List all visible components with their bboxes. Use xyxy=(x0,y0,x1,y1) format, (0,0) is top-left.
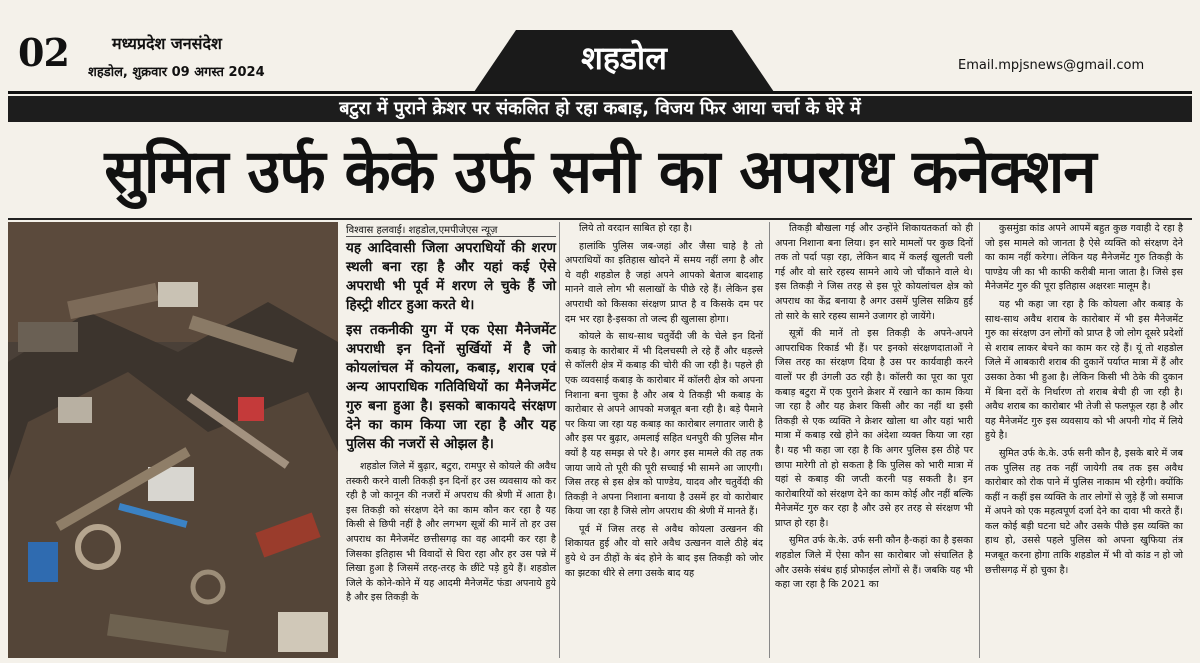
intro-paragraph: यह आदिवासी जिला अपराधियों की शरण स्थली बना रहा है और यहां कई ऐसे अपराधी भी पूर्व में शरण ले चुके हैं जो हिस्ट्री शीटर हुआ करते थे। xyxy=(346,240,556,313)
section-title: शहडोल xyxy=(581,39,667,77)
intro-paragraph: इस तकनीकी युग में एक ऐसा मैनेजमेंट अपराधी इन दिनों सुर्खियों में है जो कोयलांचल में कोयला, कबाड़, शराब एवं अन्य आपराधिक गतिविधियों का मैनेजमेंट गुरु बना हुआ है। इसको बाकायदे संरक्षण देने का काम किया जा रहा है और यह पुलिस की नजरों से ओझल है। xyxy=(346,322,556,452)
body-paragraph: यह भी कहा जा रहा है कि कोयला और कबाड़ के साथ-साथ अवैध शराब के कारोबार में भी इस मैनेजमेंट गुरु का संरक्षण उन लोगों को प्राप्त है जो लोग दूसरे प्रदेशों से शराब लाकर बेचने का काम कर रहे हैं। यूं तो शहडोल जिले में आबकारी शराब की दुकानें पर्याप्त मात्रा में हैं और उसका ठेका भी हुआ है। लेकिन किसी भी ठेके की दुकान में बिना दरों के निर्धारण तो शराब बेची ही जा रही है। अवैध शराब का कारोबार भी तेजी से फलफूल रहा है और यह मैनेजमेंट गुरु इस व्यवसाय को भी अपनी गोद में लिये हुये है। xyxy=(985,298,1183,442)
scrap-pile-illustration xyxy=(8,222,338,658)
column-divider xyxy=(769,222,770,658)
headline-rule xyxy=(8,218,1192,220)
body-paragraph: कुसमुंडा कांड अपने आपमें बहुत कुछ गवाही दे रहा है जो इस मामले को जानता है ऐसे व्यक्ति को संरक्षण देने का काम नहीं करेगा। लेकिन यह मैनेजमेंट गुरु तिकड़ी के पाण्डेय जी का भी काफी करीबी माना जाता है। जिसे इस मैनेजमेंट गुरु की पूरा इतिहास अक्षरशः मालूम है। xyxy=(985,223,1183,293)
column-divider xyxy=(979,222,980,658)
contact-email: Email.mpjsnews@gmail.com xyxy=(958,58,1145,73)
body-paragraph: सूत्रों की मानें तो इस तिकड़ी के अपने-अपने आपराधिक रिकार्ड भी हैं। पर इनको संरक्षणदाताओं ने जिस तरह का संरक्षण दिया है उस पर कार्यवाही करने वालों पर ही उंगली उठ रही है। कॉलरी का पूरा का पूरा कबाड़ बटुरा में एक पुराने क्रेशर में रखाने का काम किया जा रहा है और यह क्रेशर किसी और का नहीं था इसी तिकड़ी से एक व्यक्ति ने क्रेशर खोला था और यहां भारी मात्रा में कबाड़ रखे होने का अंदेशा व्यक्त किया जा रहा है। यह भी कहा जा रहा है कि अगर पुलिस इस ठीहे पर छापा मारेगी तो हो सकता है कि पुलिस को भारी मात्रा में यहां से कबाड़ की जप्ती करनी पड़ सकती है। इन कारोबारियों को संरक्षण देने का काम कोई और नहीं बल्कि मैनेजमेंट गुरु कर रहा है और उसे हर तरह से संरक्षण भी प्राप्त हो रहा है। xyxy=(775,328,973,529)
article-column-2 xyxy=(565,222,763,584)
body-paragraph: हालांकि पुलिस जब-जहां और जैसा चाहे है तो अपराधियों का इतिहास खोदने में समय नहीं लगा है और ये वही शहडोल है जहां अपने आपको बेताज बादशाह मानने वाले लोग भी सलाखों के पीछे रहे हैं। लेकिन इस अपराधी को किसका संरक्षण प्राप्त है व किसके दम पर दम भर रहा है-इसका तो जल्द ही खुलासा होगा। xyxy=(565,240,763,325)
publication-name: मध्यप्रदेश जनसंदेश xyxy=(112,34,222,53)
article-column-4 xyxy=(985,222,1183,581)
body-paragraph: सुमित उर्फ के.के. उर्फ सनी कौन है, इसके बारे में जब तक पुलिस तह तक नहीं जायेगी तब तक इस अवैध कारोबार को रोक पाने में पुलिस नाकाम भी रहेगी। क्योंकि कहीं न कहीं इस व्यक्ति के तार लोगों से जुड़े हैं जो समाज में अपने को एक महत्वपूर्ण दर्जा देने का दावा भी करते हैं। कल कोई बड़ी घटना घटे और उसके पीछे इस व्यक्ति का हाथ हो, उससे पहले पुलिस को अपना खुफिया तंत्र मजबूत करना होगा ताकि शहडोल में भी वो कांड न हो जो छत्तीसगढ़ में हो चुका है। xyxy=(985,447,1183,576)
body-paragraph: सुमित उर्फ के.के. उर्फ सनी कौन है-कहां का है इसका शहडोल जिले में ऐसा कौन सा कारोबार जो संचालित है और उसके संबंध हाई प्रोफाईल लोगों से हैं। जबकि यह भी कहा जा रहा है कि 2021 का xyxy=(775,535,973,591)
subheadline: बटुरा में पुराने क्रेशर पर संकलित हो रहा कबाड़, विजय फिर आया चर्चा के घेरे में xyxy=(339,98,861,119)
article-column-3 xyxy=(775,222,973,596)
scrap-pile-photo xyxy=(8,222,338,658)
byline: विश्वास हलवाई। शहडोल,एमपीजेएस न्यूज़ xyxy=(346,222,556,237)
dateline: शहडोल, शुक्रवार 09 अगस्त 2024 xyxy=(88,65,265,80)
body-paragraph: कोयले के साथ-साथ चतुर्वेदी जी के चेले इन दिनों कबाड़ के कारोबार में भी दिलचस्पी ले रहे हैं और धड़ल्ले से कॉलरी क्षेत्र में कबाड़ की चोरी की जा रही है। पहले ही एक व्यवसाई कबाड़ के कारोबार में कॉलरी क्षेत्र को अपना निशाना बना चुका है और अब ये तिकड़ी भी कबाड़ के कारोबार से अपने आपको मजबूत बना रही है। बड़े पैमाने पर किया जा रहा यह कबाड़ का कारोबार लगातार जारी है और इस पर बुढ़ार, अमलाई सहित धनपुरी की पुलिस मौन क्यों है यह समझ से परे है। अगर इस मामले की तह तक जाया जाये तो पूरी की पूरी सच्चाई भी सामने आ जाएगी। जिस तरह से इस क्षेत्र को पाण्डेय, यादव और चतुर्वेदी की तिकड़ी ने अपना निशाना बनाया है उसमें हर वो कारोबार किया जा रहा है जिसे लोग अपराध की श्रेणी में मानते हैं। xyxy=(565,331,763,518)
body-paragraph: शहडोल जिले में बुढ़ार, बटुरा, रामपुर से कोयले की अवैध तस्करी करने वाली तिकड़ी इन दिनों हर उस व्यवसाय को कर रही है जो कानून की नजरों में अपराध की श्रेणी में आता है। इस तिकड़ी को संरक्षण देने का काम कौन कर रहा है यह किसी से छिपी नहीं है और लगभग सूत्रों की मानें तो हर उस अपराध का मैनेजमेंट छत्तीसगढ़ का वह आदमी कर रहा है जिसका इतिहास भी विवादों से घिरा रहा और हर उस पन्ने में लिखा हुआ है जिसमें तरह-तरह के छींटे पड़े हुये हैं। शहडोल जिले के कोने-कोने में यह आदमी मैनेजमेंट फंडा अपनाये हुये है और इस तिकड़ी के xyxy=(346,461,556,604)
body-paragraph: तिकड़ी बौखला गई और उन्होंने शिकायतकर्ता को ही अपना निशाना बना लिया। इन सारे मामलों पर कुछ दिनों तक तो पर्दा पड़ा रहा, लेकिन बाद में कलई खुलती चली गई और वो सारे रहस्य सामने आये जो चौंकाने वाले थे। इस तिकड़ी ने जिस तरह से इस पूरे कोयलांचल क्षेत्र को अपराध का केंद्र बनाया है अगर उसमें पुलिस सक्रिय हुई तो सारे के सारे रहस्य सामने उजागर हो जायेंगे। xyxy=(775,223,973,322)
page-number: 02 xyxy=(18,30,69,75)
body-paragraph: पूर्व में जिस तरह से अवैध कोयला उत्खनन की शिकायत हुई और वो सारे अवैध उत्खनन वाले ठीहे बंद हुये थे उन ठीहों के बंद होने के बाद इस तिकड़ी को जोर का झटका धीरे से लगा उसके बाद यह xyxy=(565,523,763,579)
masthead-rule xyxy=(8,91,1192,94)
article-column-1 xyxy=(346,222,556,609)
headline: सुमित उर्फ केके उर्फ सनी का अपराध कनेक्शन xyxy=(104,137,1096,207)
body-paragraph: लिये तो वरदान साबित हो रहा है। xyxy=(579,223,693,234)
column-divider xyxy=(559,222,560,658)
